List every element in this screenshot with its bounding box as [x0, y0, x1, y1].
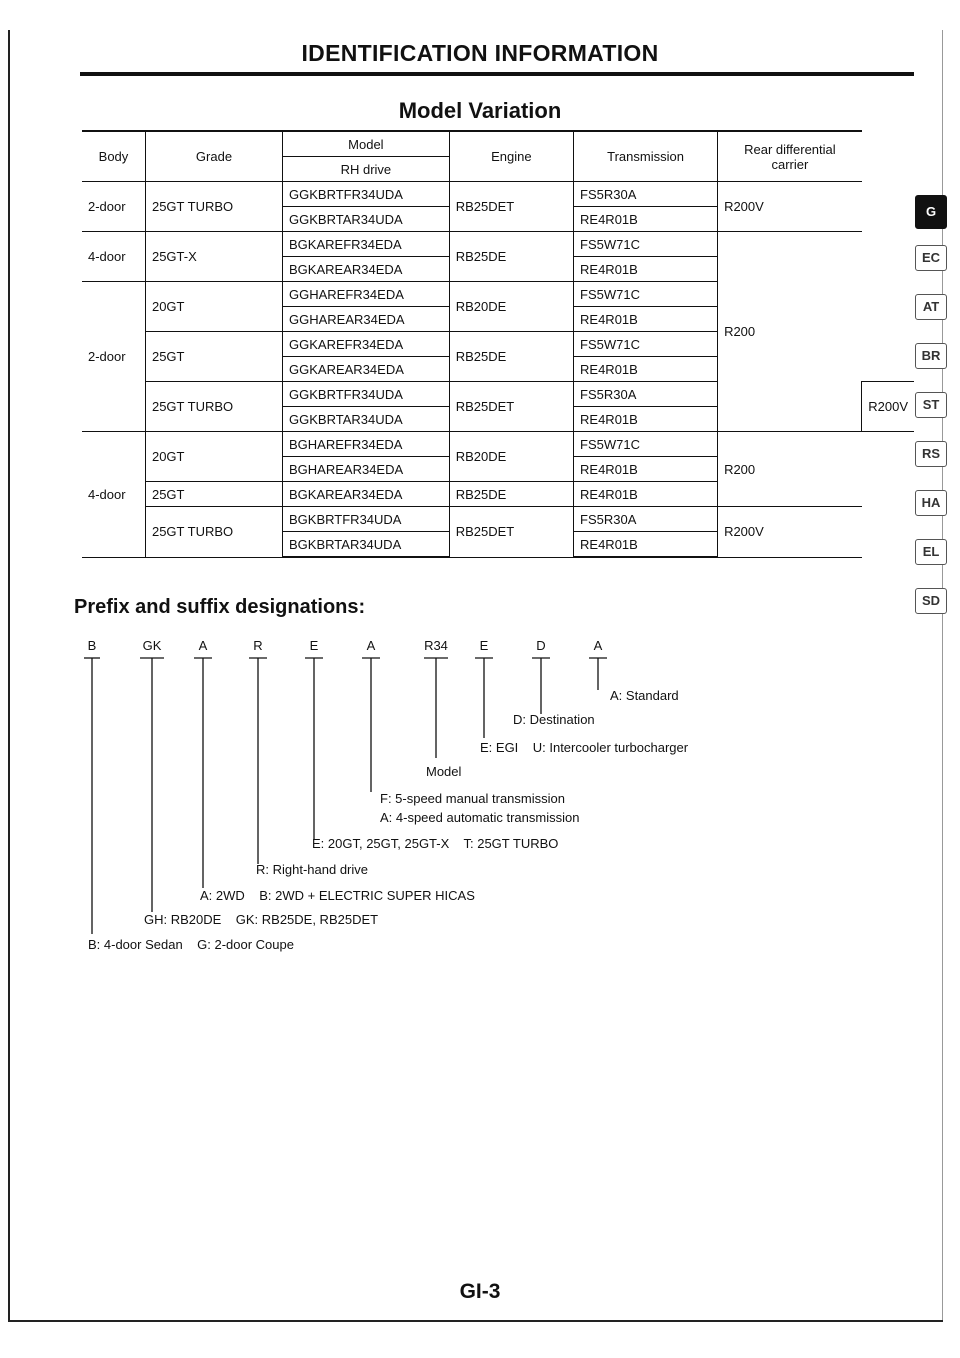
code-letter: E: [479, 638, 489, 653]
cell-rear-diff: R200V: [718, 507, 862, 558]
cell-transmission: FS5R30A: [574, 507, 718, 532]
cell-model: BGHAREAR34EDA: [283, 457, 450, 482]
cell-transmission: RE4R01B: [574, 407, 718, 432]
cell-grade: 20GT: [145, 282, 282, 332]
page-bottom-edge: [8, 1320, 943, 1322]
cell-transmission: RE4R01B: [574, 207, 718, 232]
tab-el[interactable]: EL: [915, 539, 947, 565]
header-grade: Grade: [145, 131, 282, 182]
cell-rear-diff: R200V: [718, 182, 862, 232]
prefix-suffix-diagram: [60, 632, 760, 962]
cell-grade: 25GT: [145, 332, 282, 382]
cell-model: BGKAREFR34EDA: [283, 232, 450, 257]
header-engine: Engine: [449, 131, 573, 182]
tab-ec[interactable]: EC: [915, 245, 947, 271]
cell-engine: RB25DET: [449, 507, 573, 558]
cell-transmission: RE4R01B: [574, 457, 718, 482]
desc-engine-code: GH: RB20DE GK: RB25DE, RB25DET: [144, 912, 379, 927]
cell-engine: RB25DET: [449, 182, 573, 232]
table-row: [82, 232, 914, 257]
code-letter: R: [253, 638, 263, 653]
cell-grade: 25GT TURBO: [145, 507, 282, 558]
header-body: Body: [82, 131, 145, 182]
cell-transmission: FS5R30A: [574, 382, 718, 407]
cell-transmission: RE4R01B: [574, 307, 718, 332]
code-letter: A: [198, 638, 208, 653]
cell-transmission: RE4R01B: [574, 532, 718, 558]
cell-model: GGKBRTFR34UDA: [283, 182, 450, 207]
cell-transmission: RE4R01B: [574, 357, 718, 382]
table-row: [82, 507, 914, 532]
cell-model: BGKAREAR34EDA: [283, 257, 450, 282]
header-transmission: Transmission: [574, 131, 718, 182]
desc-manual-trans: F: 5-speed manual transmission: [380, 791, 565, 806]
cell-transmission: FS5W71C: [574, 432, 718, 457]
cell-model: BGKBRTAR34UDA: [283, 532, 450, 558]
cell-grade: 20GT: [145, 432, 282, 482]
code-letter: E: [309, 638, 319, 653]
cell-engine: RB25DE: [449, 332, 573, 382]
table-row: [82, 432, 914, 457]
header-rule: [80, 72, 914, 76]
tab-at[interactable]: AT: [915, 294, 947, 320]
tab-br[interactable]: BR: [915, 343, 947, 369]
tab-ha[interactable]: HA: [915, 490, 947, 516]
tab-st[interactable]: ST: [915, 392, 947, 418]
table-header-row: [82, 131, 914, 157]
desc-drive: R: Right-hand drive: [256, 862, 368, 877]
section-title: Model Variation: [398, 98, 562, 123]
cell-model: GGKBRTAR34UDA: [283, 407, 450, 432]
cell-body: 4-door: [82, 232, 145, 282]
cell-model: GGKAREAR34EDA: [283, 357, 450, 382]
cell-engine: RB20DE: [449, 282, 573, 332]
cell-engine: RB25DE: [449, 482, 573, 507]
cell-rear-diff: R200V: [862, 382, 914, 432]
cell-body: 2-door: [82, 182, 145, 232]
cell-engine: RB20DE: [449, 432, 573, 482]
code-letter: A: [593, 638, 603, 653]
cell-grade: 25GT: [145, 482, 282, 507]
cell-transmission: RE4R01B: [574, 257, 718, 282]
cell-model: GGKBRTFR34UDA: [283, 382, 450, 407]
cell-transmission: FS5W71C: [574, 282, 718, 307]
cell-grade: 25GT TURBO: [145, 382, 282, 432]
desc-body-type: B: 4-door Sedan G: 2-door Coupe: [88, 937, 294, 952]
cell-model: GGKBRTAR34UDA: [283, 207, 450, 232]
header-rh-drive: RH drive: [283, 157, 450, 182]
code-letter: A: [366, 638, 376, 653]
cell-engine: RB25DE: [449, 232, 573, 282]
desc-a-standard: A: Standard: [610, 688, 679, 703]
cell-grade: 25GT TURBO: [145, 182, 282, 232]
cell-model: GGKAREFR34EDA: [283, 332, 450, 357]
cell-model: BGKBRTFR34UDA: [283, 507, 450, 532]
code-letter: B: [87, 638, 97, 653]
code-letter: D: [536, 638, 546, 653]
cell-transmission: RE4R01B: [574, 482, 718, 507]
cell-rear-diff: R200: [718, 232, 862, 432]
desc-model: Model: [426, 764, 462, 779]
desc-auto-trans: A: 4-speed automatic transmission: [380, 810, 580, 825]
section-tabs: [915, 195, 960, 637]
cell-grade: 25GT-X: [145, 232, 282, 282]
cell-transmission: FS5W71C: [574, 232, 718, 257]
cell-body: 4-door: [82, 432, 145, 558]
page-edge-left: [8, 30, 10, 1320]
desc-engine-type: E: EGI U: Intercooler turbocharger: [480, 740, 689, 755]
cell-body: 2-door: [82, 282, 145, 432]
desc-drive-system: A: 2WD B: 2WD + ELECTRIC SUPER HICAS: [200, 888, 475, 903]
cell-rear-diff: R200: [718, 432, 862, 507]
tab-gi[interactable]: G: [915, 195, 947, 229]
desc-destination: D: Destination: [513, 712, 595, 727]
code-letter: GK: [142, 638, 162, 653]
cell-model: BGHAREFR34EDA: [283, 432, 450, 457]
cell-model: GGHAREAR34EDA: [283, 307, 450, 332]
cell-transmission: FS5W71C: [574, 332, 718, 357]
cell-model: GGHAREFR34EDA: [283, 282, 450, 307]
cell-engine: RB25DET: [449, 382, 573, 432]
header-rear-diff: Rear differential carrier: [718, 131, 862, 182]
page-number: GI-3: [459, 1280, 501, 1303]
header-model: Model: [283, 131, 450, 157]
table-row: [82, 182, 914, 207]
model-variation-table: [82, 130, 914, 558]
tab-rs[interactable]: RS: [915, 441, 947, 467]
prefix-suffix-title: Prefix and suffix designations:: [74, 596, 366, 618]
desc-grade-code: E: 20GT, 25GT, 25GT-X T: 25GT TURBO: [312, 836, 559, 851]
code-letter: R34: [424, 638, 448, 653]
tab-sd[interactable]: SD: [915, 588, 947, 614]
cell-model: BGKAREAR34EDA: [283, 482, 450, 507]
page-header-title: IDENTIFICATION INFORMATION: [301, 40, 659, 66]
cell-transmission: FS5R30A: [574, 182, 718, 207]
